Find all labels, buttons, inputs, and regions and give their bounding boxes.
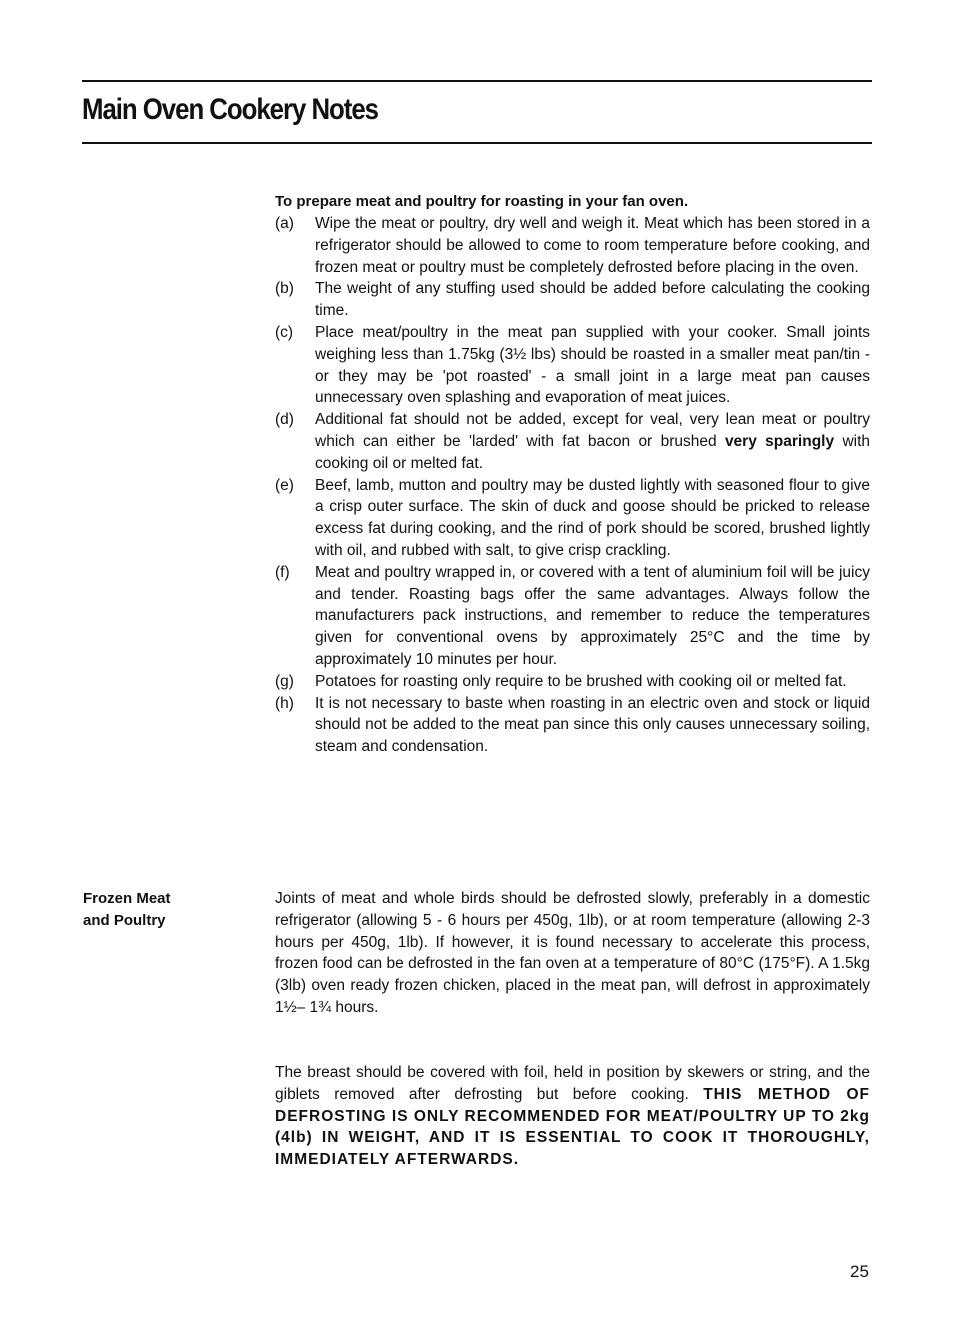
instruction-item-e <box>275 475 870 562</box>
emphasis-text: very sparingly <box>724 432 835 450</box>
roasting-heading: To prepare meat and poultry for roasting in your fan oven. <box>275 193 689 210</box>
roasting-instructions <box>275 213 870 758</box>
top-rule <box>82 80 872 82</box>
item-text: The weight of any stuffing used should be added before calculating the cooking time. <box>315 280 870 320</box>
instruction-item-h <box>275 693 870 758</box>
defrosting-warning: THIS METHOD OF DEFROSTING IS ONLY RECOMMENDED FOR MEAT/POULTRY UP TO 2kg (4lb) IN WEIGHT, AND IT IS ESSENTIAL TO COOK IT THOROUGHLY, IMMEDIATELY AFTERWARDS. <box>275 1085 871 1169</box>
item-text: Place meat/poultry in the meat pan supplied with your cooker. Small joints weighing less than 1.75kg (3½ lbs) should be roasted in a smaller meat pan/tin - or they may be 'pot roasted' - a small joint in a large meat pan causes unnecessary oven splashing and evaporation of meat juices. <box>315 323 870 407</box>
item-text-start: Additional fat should not be added, except for veal, very lean meat or poultry which can either be 'larded' with fat bacon or brushed <box>315 411 870 450</box>
instruction-item-g <box>275 671 870 693</box>
item-text: Potatoes for roasting only require to be brushed with cooking oil or melted fat. <box>315 672 847 690</box>
item-label: (h) <box>275 694 294 712</box>
item-label: (e) <box>275 476 294 494</box>
item-text-end: with cooking oil or melted fat. <box>315 432 871 472</box>
item-label: (g) <box>275 672 294 690</box>
page-title: Main Oven Cookery Notes <box>82 93 378 126</box>
instruction-item-b <box>275 278 870 322</box>
instruction-item-f <box>275 562 870 671</box>
page-number: 25 <box>850 1262 869 1281</box>
instruction-item-a <box>275 213 870 278</box>
item-label: (f) <box>275 563 290 581</box>
item-label: (a) <box>275 215 294 232</box>
item-text: It is not necessary to baste when roasting in an electric oven and stock or liquid should not be added to the meat pan since this only causes unnecessary soiling, steam and condensation. <box>315 694 870 756</box>
item-text: Wipe the meat or poultry, dry well and weigh it. Meat which has been stored in a refrigerator should be allowed to come to room temperature before cooking, and frozen meat or poultry must be completely defrosted before placing in the oven. <box>315 215 870 276</box>
item-text: Meat and poultry wrapped in, or covered with a tent of aluminium foil will be juicy and tender. Roasting bags offer the same advantages. Always follow the manufacturers pack instructions, and remember to reduce the temperatures given for conventional ovens by approximately 25°C and the time by approximately 10 minutes per hour. <box>315 563 870 668</box>
preparation-text: The breast should be covered with foil, held in position by skewers or string, and the giblets removed after defrosting but before cooking. <box>275 1064 870 1103</box>
item-label: (b) <box>275 280 294 298</box>
item-label: (c) <box>275 323 294 341</box>
bottom-rule <box>82 142 872 144</box>
frozen-section-heading: Frozen Meat and Poultry <box>83 890 171 929</box>
defrosting-paragraph: Joints of meat and whole birds should be defrosted slowly, preferably in a domestic refrigerator (allowing 5 - 6 hours per 450g, 1lb), or at room temperature (allowing 2-3 hours per 450g, 1lb). If however, it is found necessary to accelerate this process, frozen food can be defrosted in the fan oven at a temperature of 80°C (175°F). A 1.5kg (3lb) oven ready frozen chicken, placed in the meat pan, will defrost in approximately 1½– 1¾ hours. <box>275 890 870 1016</box>
instruction-item-c <box>275 322 870 409</box>
item-text <box>315 409 870 474</box>
preparation-paragraph <box>275 1062 870 1171</box>
instruction-item-d <box>275 409 870 474</box>
item-text: Beef, lamb, mutton and poultry may be dusted lightly with seasoned flour to give a crisp outer surface. The skin of duck and goose should be pricked to release excess fat during cooking, and the rind of pork should be scored, brushed lightly with oil, and rubbed with salt, to give crisp crackling. <box>315 476 870 559</box>
item-label: (d) <box>275 411 294 429</box>
